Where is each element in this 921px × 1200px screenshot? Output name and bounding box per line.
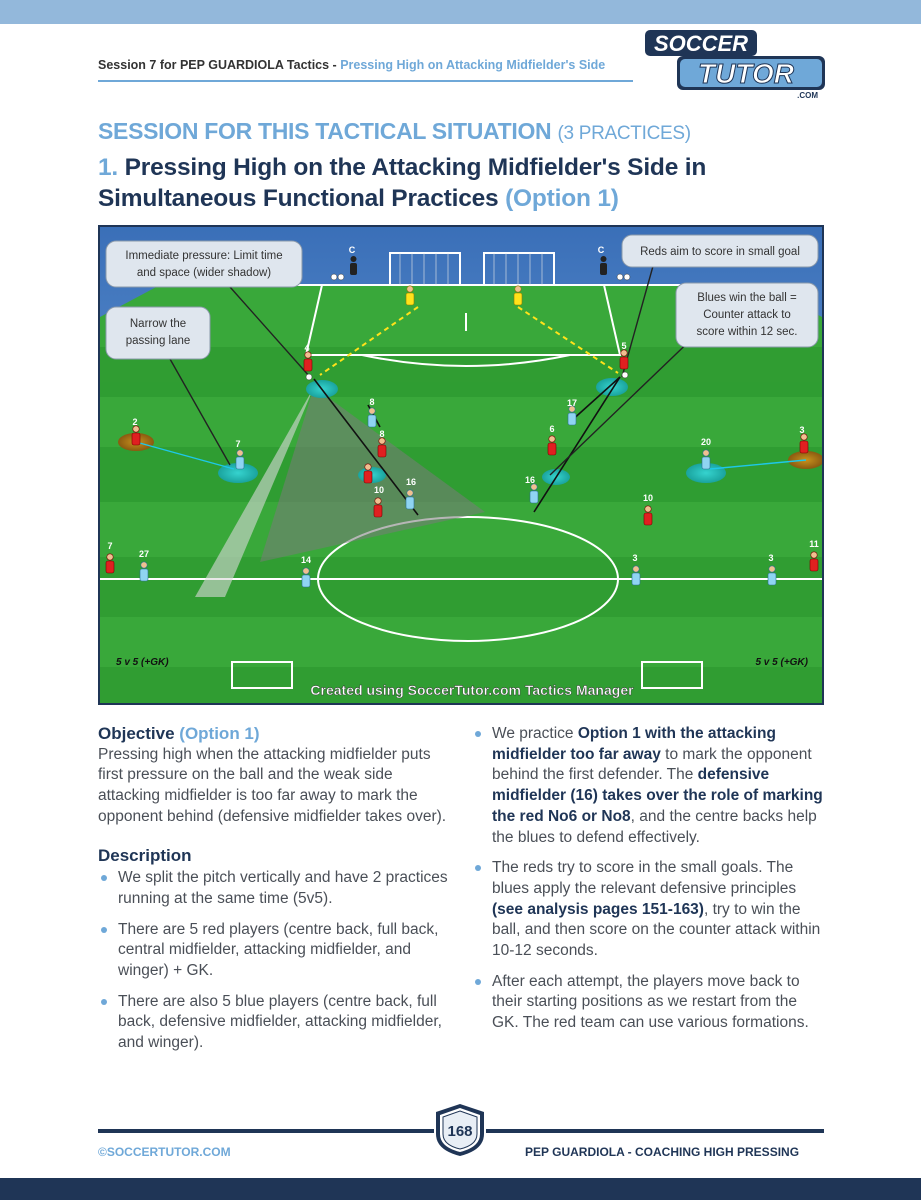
blue-number: 7 <box>235 439 241 449</box>
format-left: 5 v 5 (+GK) <box>116 657 169 668</box>
red-player <box>378 438 386 457</box>
callout-blues-line2: Counter attack to <box>703 309 791 321</box>
footer-rule-right <box>486 1129 824 1133</box>
footer-book-title: PEP GUARDIOLA - COACHING HIGH PRESSING <box>525 1145 800 1159</box>
red-player <box>800 434 808 453</box>
callout-narrow-line1: Narrow the <box>129 318 187 330</box>
logo-line1: SOCCER <box>653 31 749 56</box>
red-player <box>132 426 140 445</box>
diagram-watermark: Created using SoccerTutor.com Tactics Manager <box>310 682 634 698</box>
red-number: 11 <box>809 539 819 549</box>
practice-title <box>98 152 838 214</box>
red-number: 5 <box>621 341 627 351</box>
right-list <box>472 724 824 1034</box>
red-number: 7 <box>107 541 113 551</box>
bottom-color-bar <box>0 1178 921 1200</box>
bold-run: (see analysis pages 151-163) <box>492 900 704 918</box>
footer-copyright: ©SOCCERTUTOR.COM <box>98 1145 231 1159</box>
right-item-restart: After each attempt, the players move back to their starting positions as we restart from the GK. The red team can use various formations. <box>472 972 824 1034</box>
blue-number: 8 <box>369 397 375 407</box>
red-number: 10 <box>373 485 385 495</box>
red-number: 2 <box>132 417 138 427</box>
callout-immediate-line1: Immediate pressure: Limit time <box>125 250 283 262</box>
red-player <box>374 498 382 517</box>
blue-player <box>530 484 538 503</box>
blue-player <box>702 450 710 469</box>
blue-number: 27 <box>138 549 150 559</box>
pitch-svg <box>100 227 822 703</box>
text-run: to mark the opponent behind the first defender. The <box>492 745 812 784</box>
session-heading-main: SESSION FOR THIS TACTICAL SITUATION <box>98 118 552 144</box>
description-item: There are also 5 blue players (centre back, full back, defensive midfielder, attacking midfielder, and winger). <box>98 992 453 1054</box>
header-rule <box>98 80 633 82</box>
blue-number: 17 <box>566 398 578 408</box>
callout-blues-line1: Blues win the ball = <box>697 292 797 304</box>
red-player <box>548 436 556 455</box>
blue-player <box>768 566 776 585</box>
description-item: We split the pitch vertically and have 2 practices running at the same time (5v5). <box>98 868 453 909</box>
coach-label: C <box>348 245 356 255</box>
blue-player <box>368 408 376 427</box>
practice-title-text: Pressing High on the Attacking Midfielder's Side in Simultaneous Functional Practices <box>98 154 707 212</box>
red-player <box>106 554 114 573</box>
objective-heading-text: Objective <box>98 724 175 743</box>
objective-option: (Option 1) <box>179 724 260 743</box>
description-item: There are 5 red players (centre back, full back, central midfielder, attacking midfielder, and winger) + GK. <box>98 920 453 982</box>
blue-player <box>302 568 310 587</box>
practice-option: (Option 1) <box>505 185 619 212</box>
callout-narrow-line2: passing lane <box>125 335 191 347</box>
red-player <box>620 350 628 369</box>
practice-number: 1. <box>98 154 119 181</box>
callout-blues-line3: score within 12 sec. <box>696 326 798 338</box>
text-run: The reds try to score in the small goals. The blues apply the relevant defensive principles <box>492 859 797 897</box>
red-player <box>304 352 312 371</box>
session-heading-sub: (3 PRACTICES) <box>557 123 691 144</box>
coach-label: C <box>597 245 605 255</box>
blue-player <box>632 566 640 585</box>
red-number: 3 <box>799 425 805 435</box>
description-list <box>98 868 453 1054</box>
header-session-prefix: Session 7 for PEP GUARDIOLA Tactics - <box>98 58 341 72</box>
right-column <box>472 724 824 1044</box>
blue-player <box>236 450 244 469</box>
blue-number: 3 <box>768 553 774 563</box>
tactics-diagram <box>98 225 824 705</box>
format-right: 5 v 5 (+GK) <box>755 657 808 668</box>
text-run: , and the centre backs help the blues to defend effectively. <box>492 807 817 846</box>
callout-immediate-line2: and space (wider shadow) <box>136 267 272 279</box>
session-heading <box>98 118 691 145</box>
footer-rule-left <box>98 1129 434 1133</box>
red-number: 6 <box>549 424 555 434</box>
logo-suffix: .COM <box>797 91 818 100</box>
red-player <box>810 552 818 571</box>
callout-reds-aim: Reds aim to score in small goal <box>640 246 800 258</box>
page-number-badge <box>432 1102 488 1158</box>
red-number: 10 <box>642 493 654 503</box>
right-item-reds-score <box>472 858 824 962</box>
red-player <box>364 464 372 483</box>
bold-run: Option 1 with the attacking midfielder too far away <box>492 725 776 763</box>
objective-heading <box>98 724 453 745</box>
header-session-topic: Pressing High on Attacking Midfielder's Side <box>340 58 606 72</box>
red-number: 8 <box>379 429 385 439</box>
top-color-bar <box>0 0 921 24</box>
logo-line2: TUTOR <box>698 58 794 89</box>
red-player <box>644 506 652 525</box>
blue-number: 20 <box>700 437 712 447</box>
running-header <box>98 58 605 72</box>
description-heading: Description <box>98 845 192 865</box>
blue-player <box>568 406 576 425</box>
blue-player <box>140 562 148 581</box>
blue-number: 14 <box>300 555 312 565</box>
red-number: 4 <box>304 343 310 353</box>
text-run: We practice <box>492 725 578 742</box>
soccertutor-logo <box>643 28 828 100</box>
text-run: , try to win the ball, and then score on the counter attack within 10-12 seconds. <box>492 900 821 960</box>
page-number: 168 <box>447 1123 473 1140</box>
bold-run: defensive midfielder (16) takes over the role of marking the red No6 or No8 <box>492 766 823 825</box>
blue-number: 3 <box>632 553 638 563</box>
left-column <box>98 724 453 1064</box>
blue-number: 16 <box>405 477 417 487</box>
blue-player <box>406 490 414 509</box>
objective-text: Pressing high when the attacking midfielder puts first pressure on the ball and the weak side attacking midfielder is too far away to mark the opponent behind (defensive midfielder takes over). <box>98 745 447 825</box>
blue-number: 16 <box>524 475 536 485</box>
right-item-option1 <box>472 724 824 848</box>
